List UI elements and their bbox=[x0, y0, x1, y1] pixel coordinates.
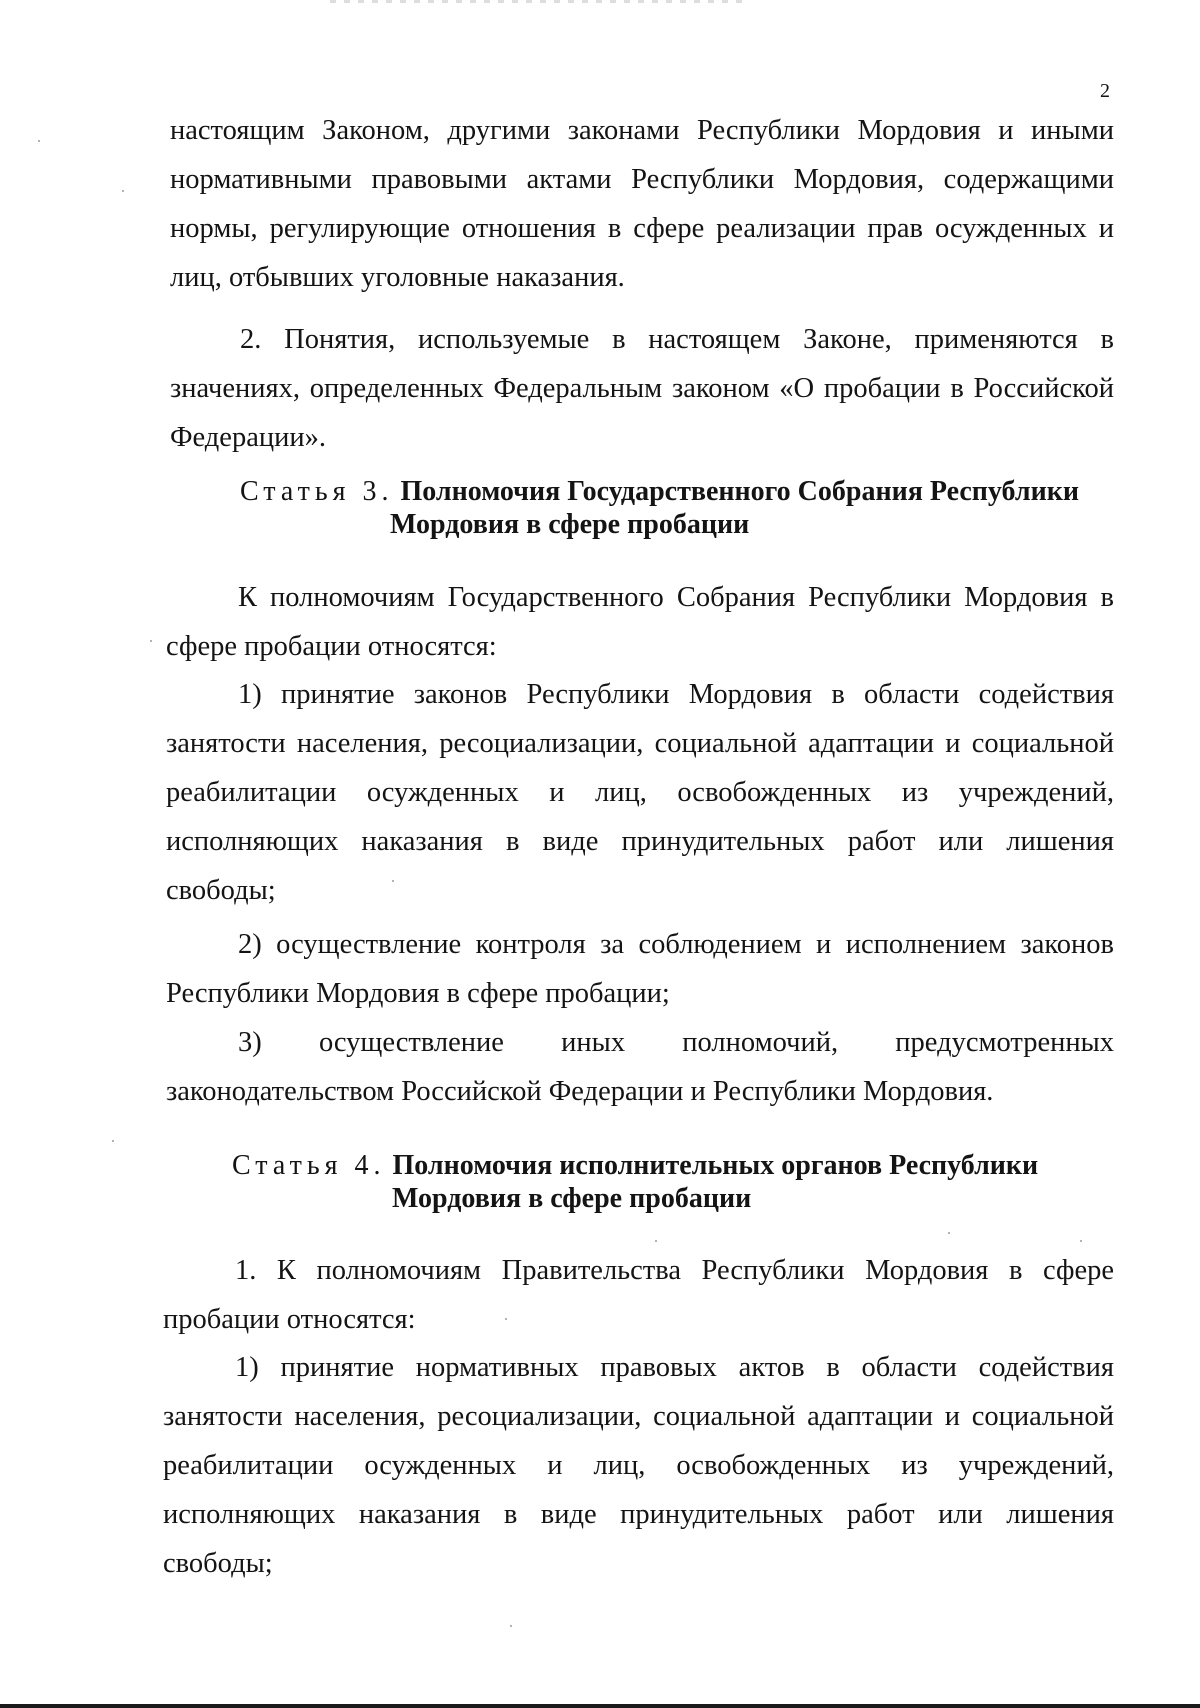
scan-speck bbox=[948, 1232, 950, 1234]
article-3-subitem-2: 2) осуществление контроля за соблюдением и исполнением законов Республики Мордовия в сфере пробации; bbox=[166, 929, 1114, 1009]
article-3-intro: К полномочиям Государственного Собрания Республики Мордовия в сфере пробации относятся: bbox=[166, 582, 1114, 662]
scan-speck bbox=[122, 190, 124, 192]
paragraph-item-2: 2. Понятия, используемые в настоящем Законе, применяются в значениях, определенных Федеральным законом «О пробации в Российской Федерации». bbox=[170, 324, 1114, 453]
article-4-label: Статья 4. bbox=[232, 1150, 386, 1181]
scan-speck bbox=[38, 140, 40, 142]
page-number: 2 bbox=[1100, 80, 1110, 102]
scan-speck bbox=[655, 1240, 657, 1242]
scan-speck bbox=[112, 1140, 114, 1142]
article-3-title-line2: Мордовия в сфере пробации bbox=[390, 509, 750, 540]
scan-speck bbox=[392, 880, 394, 882]
article-4-title-line1: Полномочия исполнительных органов Республики bbox=[392, 1150, 1039, 1181]
article-4-intro: 1. К полномочиям Правительства Республики Мордовия в сфере пробации относятся: bbox=[163, 1255, 1114, 1335]
scan-speck bbox=[505, 1318, 507, 1320]
paragraph-continuation: настоящим Законом, другими законами Республики Мордовия и иными нормативными правовыми актами Республики Мордовия, содержащими нормы, регулирующие отношения в сфере реализации прав осужденных и лиц, отбывших уголовные наказания. bbox=[170, 115, 1114, 293]
article-4-heading bbox=[232, 1149, 1092, 1215]
article-3-heading bbox=[240, 475, 1090, 541]
scan-speck bbox=[150, 640, 152, 642]
scan-speck bbox=[510, 1625, 512, 1627]
article-3-subitem-3: 3) осуществление иных полномочий, предусмотренных законодательством Российской Федерации и Республики Мордовия. bbox=[166, 1027, 1114, 1107]
article-4-title-line2: Мордовия в сфере пробации bbox=[392, 1183, 752, 1214]
article-3-label: Статья 3. bbox=[240, 476, 394, 507]
article-3-title-line1: Полномочия Государственного Собрания Республики bbox=[400, 476, 1079, 507]
article-4-subitem-1: 1) принятие нормативных правовых актов в области содействия занятости населения, ресоциализации, социальной адаптации и социальной реабилитации осужденных и лиц, освобожденных из учреждений, исполняющих наказания в виде принудительных работ или лишения свободы; bbox=[163, 1352, 1114, 1579]
scan-artifact-top bbox=[330, 0, 750, 3]
article-3-subitem-1: 1) принятие законов Республики Мордовия в области содействия занятости населения, ресоциализации, социальной адаптации и социальной реабилитации осужденных и лиц, освобожденных из учреждений, исполняющих наказания в виде принудительных работ или лишения свободы; bbox=[166, 679, 1114, 906]
scan-speck bbox=[1080, 1240, 1082, 1242]
scan-artifact-bottom bbox=[0, 1704, 1200, 1708]
